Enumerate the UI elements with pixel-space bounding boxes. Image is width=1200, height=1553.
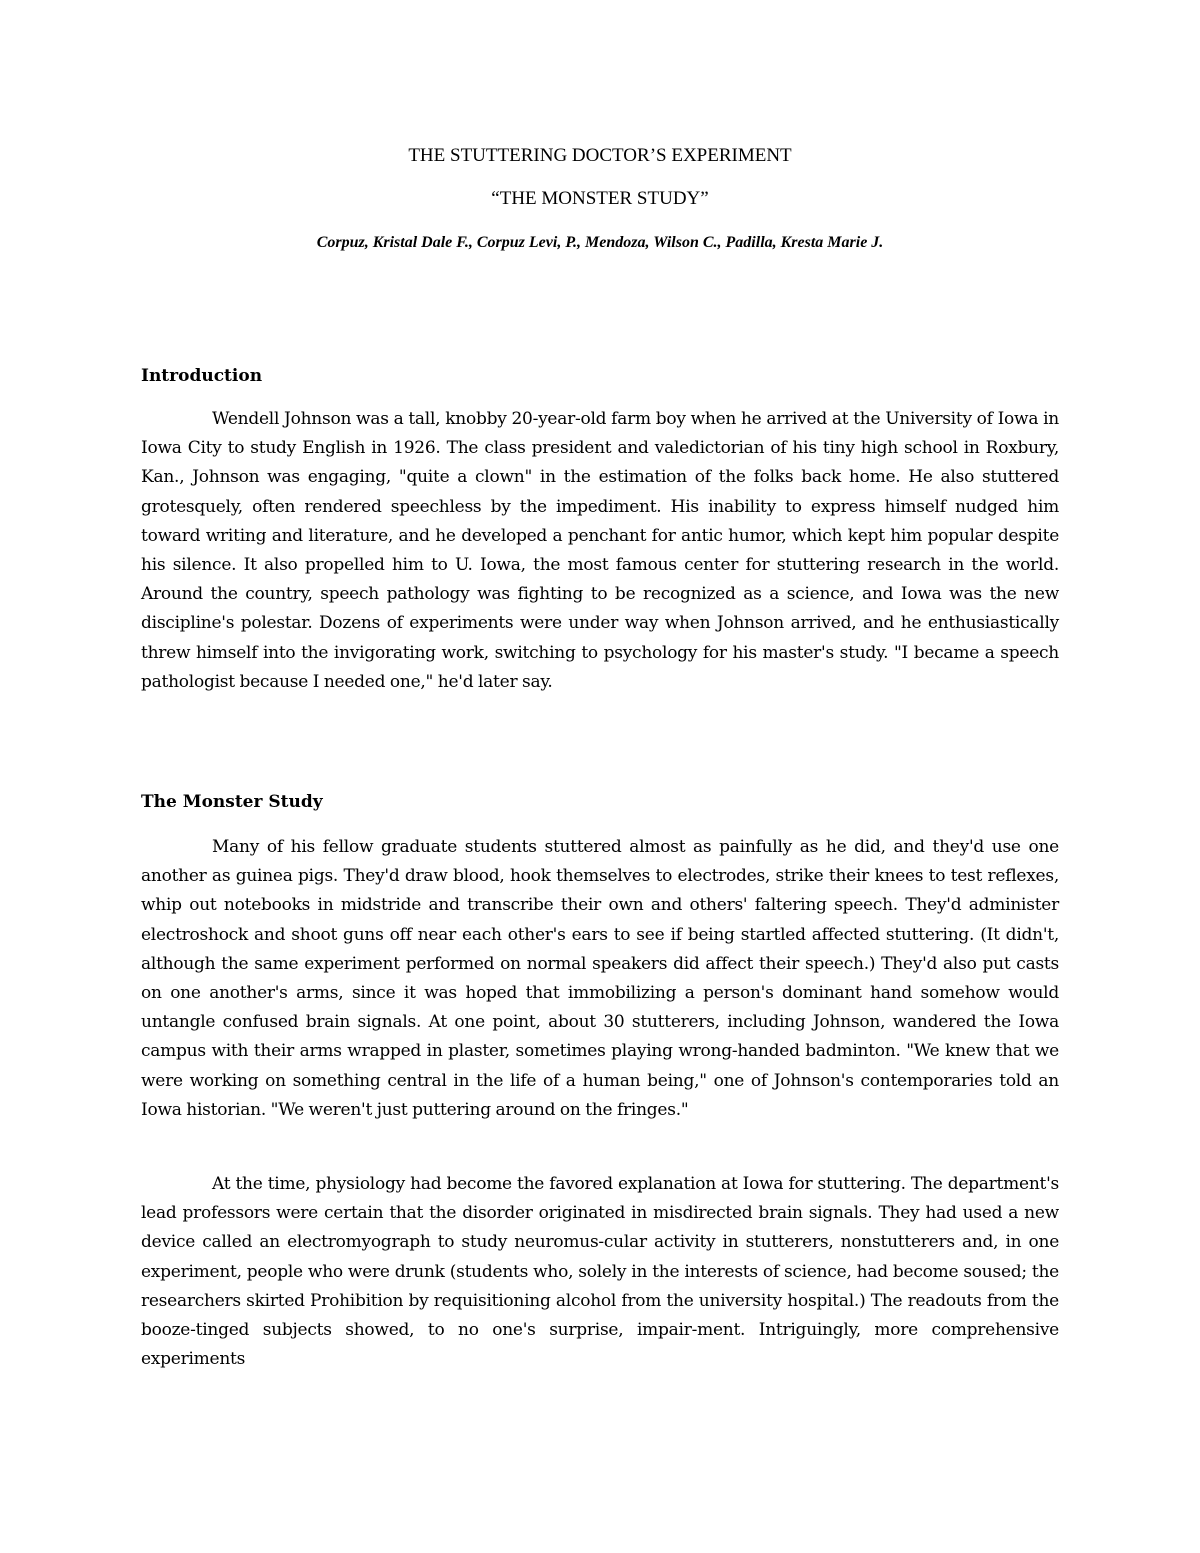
document-title: THE STUTTERING DOCTOR’S EXPERIMENT [408,145,792,166]
introduction-paragraph: Wendell Johnson was a tall, knobby 20-year-old farm boy when he arrived at the University of Iowa in Iowa City to study English in 1926. The class president and valedictorian of his tiny high school in Roxbury, Kan., Johnson was engaging, "quite a clown" in the estimation of the folks back home. He also stuttered grotesquely, often rendered speechless by the impediment. His inability to express himself nudged him toward writing and literature, and he developed a penchant for antic humor, which kept him popular despite his silence. It also propelled him to U. Iowa, the most famous center for stuttering research in the world. Around the country, speech pathology was fighting to be recognized as a science, and Iowa was the new discipline's polestar. Dozens of experiments were under way when Johnson arrived, and he enthusiastically threw himself into the invigorating work, switching to psychology for his master's study. "I became a speech pathologist because I needed one," he'd later say. [141,409,1059,692]
section-heading-introduction: Introduction [141,366,263,386]
author-list: Corpuz, Kristal Dale F., Corpuz Levi, P., Mendoza, Wilson C., Padilla, Kresta Marie J. [316,234,884,251]
document-subtitle: “THE MONSTER STUDY” [491,188,709,209]
section-heading-monster-study: The Monster Study [141,792,323,812]
monster-study-paragraph-2: At the time, physiology had become the favored explanation at Iowa for stuttering. The department's lead professors were certain that the disorder originated in misdirected brain signals. They had used a new device called an electromyograph to study neuromus-cular activity in stutterers, nonstutterers and, in one experiment, people who were drunk (students who, solely in the interests of science, had become soused; the researchers skirted Prohibition by requisitioning alcohol from the university hospital.) The readouts from the booze-tinged subjects showed, to no one's surprise, impair-ment. Intriguingly, more comprehensive experiments [141,1174,1059,1370]
monster-study-paragraph-1: Many of his fellow graduate students stuttered almost as painfully as he did, and they'd use one another as guinea pigs. They'd draw blood, hook themselves to electrodes, strike their knees to test reflexes, whip out notebooks in midstride and transcribe their own and others' faltering speech. They'd administer electroshock and shoot guns off near each other's ears to see if being startled affected stuttering. (It didn't, although the same experiment performed on normal speakers did affect their speech.) They'd also put casts on one another's arms, since it was hoped that immobilizing a person's dominant hand somehow would untangle confused brain signals. At one point, about 30 stutterers, including Johnson, wandered the Iowa campus with their arms wrapped in plaster, sometimes playing wrong-handed badminton. "We knew that we were working on something central in the life of a human being," one of Johnson's contemporaries told an Iowa historian. "We weren't just puttering around on the fringes." [141,837,1059,1120]
